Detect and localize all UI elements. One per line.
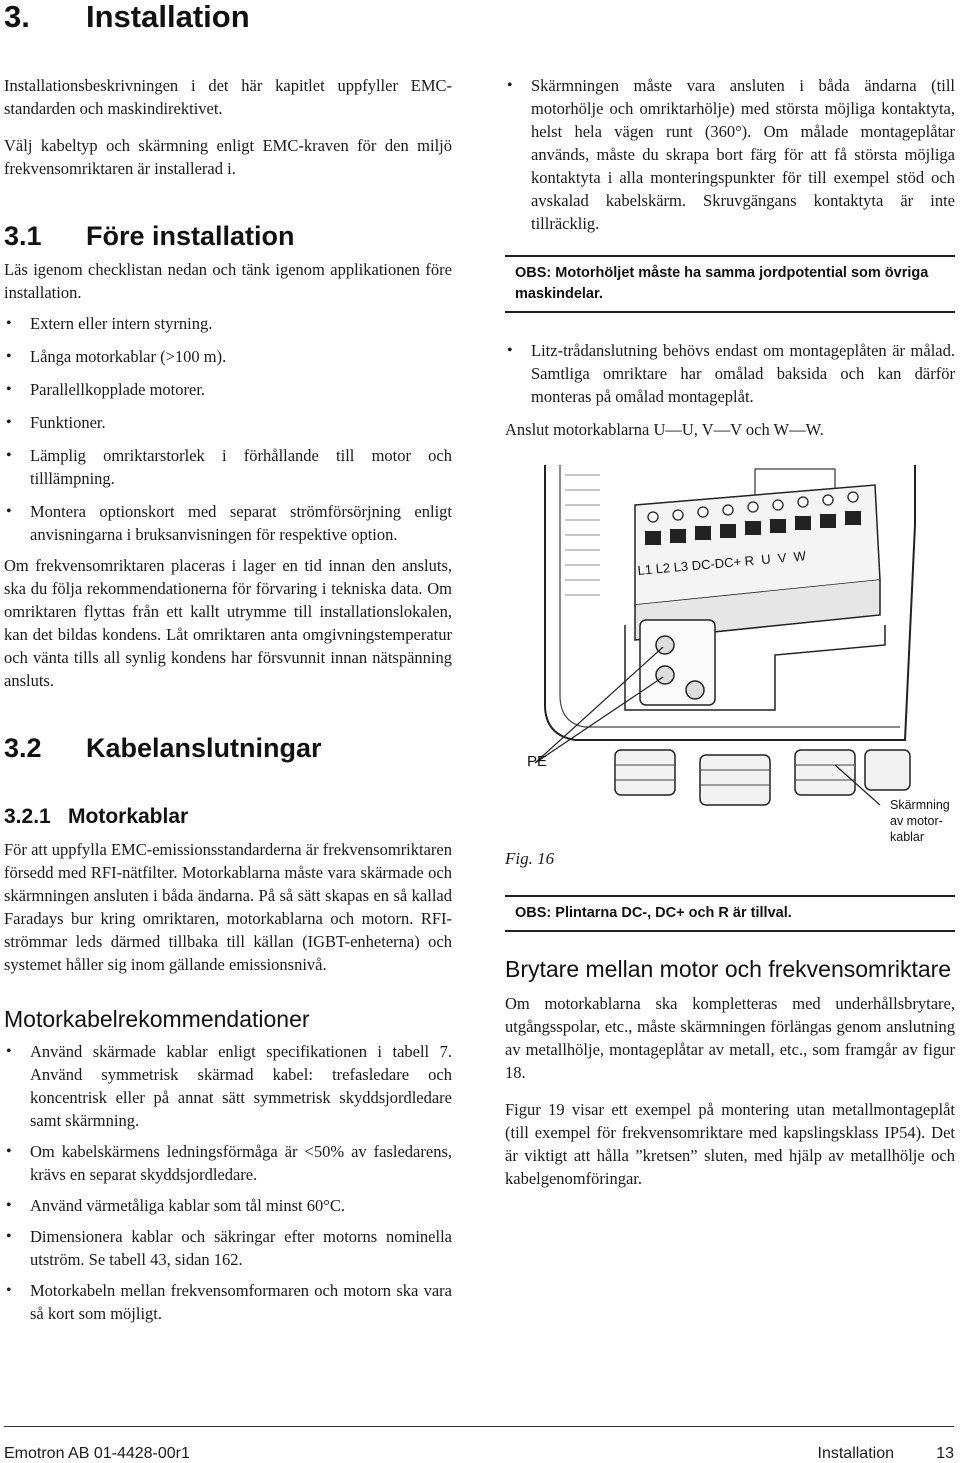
connect-instruction: Anslut motorkablarna U—U, V—V och W—W.	[505, 420, 824, 439]
list-item: • Skärmningen måste vara ansluten i båda ändarna (till motorhölje och omriktarhölje) med största möjliga kontaktyta, helst hela vägen runt (360°). Om målade montageplåtar används, måste du skrapa bort färg för att få största möjliga kontaktyta i alla monteringspunkter för till exempel stöd och avskalad kabelskärm. Skruvgängans kontaktyta är inte tillräcklig.	[505, 74, 955, 235]
obs-note-terminals: OBS: Plintarna DC-, DC+ och R är tillval.	[505, 895, 955, 932]
terminal-diagram	[505, 465, 955, 845]
chapter-title	[4, 0, 250, 34]
section-number: 3.2	[4, 733, 42, 763]
footer-section: Installation	[817, 1445, 894, 1462]
terminal-label: R	[743, 552, 755, 569]
list-item: • Använd värmetåliga kablar som tål minst 60°C.	[4, 1194, 452, 1217]
figure-terminal-block	[505, 465, 955, 845]
storage-paragraph: Om frekvensomriktaren placeras i lager en tid innan den ansluts, ska du följa rekommendationerna för förvaring i tekniska data. Om omriktaren flyttas från ett kallt utrymme till installationslokalen, kan det bildas kondens. Låt omriktaren anta omgivningstemperatur och vänta tills all synlig kondens har försvunnit innan nätspänning ansluts.	[4, 556, 452, 690]
recommendations-heading: Motorkabelrekommendationer	[4, 1006, 310, 1032]
terminal-label: L2	[655, 560, 671, 577]
section-title: Motorkablar	[68, 805, 189, 828]
section-3-1-intro: Läs igenom checklistan nedan och tänk igenom applikationen före installation.	[4, 260, 452, 302]
section-number: 3.1	[4, 221, 42, 251]
list-item: • Litz-trådanslutning behövs endast om montageplåten är målad. Samtliga omriktare har omålad baksida och kan därför monteras på omålad montageplåt.	[505, 339, 955, 408]
pe-label: PE	[527, 753, 548, 770]
section-3-1-heading	[4, 220, 452, 252]
shield-list	[505, 74, 955, 235]
switch-paragraph-2: Figur 19 visar ett exempel på montering utan metallmontageplåt (till exempel för frekvensomriktare med kapslingsklass IP54). Det är viktigt att hålla ”kretsen” sluten, med hjälp av metallhölje och kabelgenomföringar.	[505, 1100, 955, 1188]
list-item: • Dimensionera kablar och säkringar efter motorns nominella utström. Se tabell 43, sidan 162.	[4, 1225, 452, 1271]
terminal-label: L1	[637, 561, 653, 578]
litz-list	[505, 339, 955, 408]
list-item: • Motorkabeln mellan frekvensomformaren och motorn ska vara så kort som möjligt.	[4, 1279, 452, 1325]
section-title: Före installation	[86, 221, 295, 251]
section-number: 3.2.1	[4, 805, 51, 828]
terminal-label: DC-	[691, 556, 716, 574]
shield-label-line: av motor-	[890, 814, 943, 828]
switch-heading: Brytare mellan motor och frekvensomriktare	[505, 956, 952, 982]
terminal-label: DC+	[714, 553, 742, 572]
list-item: • Funktioner.	[4, 411, 452, 434]
page-footer	[4, 1426, 954, 1462]
figure-caption: Fig. 16	[505, 849, 555, 868]
terminal-label: W	[792, 548, 807, 565]
terminal-label: L3	[673, 558, 689, 575]
intro-paragraph-2: Välj kabeltyp och skärmning enligt EMC-kraven för den miljö frekvensomriktaren är installerad i.	[4, 136, 452, 178]
list-item: • Lämplig omriktarstorlek i förhållande till motor och tilllämpning.	[4, 444, 452, 490]
obs-note-ground: OBS: Motorhöljet måste ha samma jordpotential som övriga maskindelar.	[505, 255, 955, 313]
section-3-2-1-heading	[4, 804, 452, 830]
list-item: • Extern eller intern styrning.	[4, 312, 452, 335]
list-item: • Om kabelskärmens ledningsförmåga är <50% av fasledarens, krävs en separat skyddsjordledare.	[4, 1140, 452, 1186]
footer-page-number: 13	[936, 1445, 954, 1462]
switch-paragraph-1: Om motorkablarna ska kompletteras med underhållsbrytare, utgångsspolar, etc., måste skärmningen förlängas genom anslutning av metallhölje, montageplåtar av metall, etc., som framgår av figur 18.	[505, 994, 955, 1082]
chapter-title-text: Installation	[86, 0, 250, 34]
list-item: • Montera optionskort med separat strömförsörjning enligt anvisningarna i bruksanvisningen för respektive option.	[4, 500, 452, 546]
left-column	[4, 74, 452, 1325]
checklist	[4, 312, 452, 546]
terminal-label: U	[760, 551, 772, 568]
recommendations-list	[4, 1040, 452, 1325]
list-item: • Långa motorkablar (>100 m).	[4, 345, 452, 368]
list-item: • Använd skärmade kablar enligt specifikationen i tabell 7. Använd symmetrisk skärmad kabel: trefasledare och koncentrisk eller på annat sätt symmetrisk skyddsjordledare samt skärmning.	[4, 1040, 452, 1132]
footer-document-id: Emotron AB 01-4428-00r1	[4, 1445, 190, 1462]
terminal-label: V	[777, 549, 788, 566]
right-column	[505, 74, 955, 1190]
shield-label-line: kablar	[890, 830, 925, 844]
section-title: Kabelanslutningar	[86, 733, 322, 763]
shield-label-line: Skärmning	[890, 798, 950, 812]
list-item: • Parallellkopplade motorer.	[4, 378, 452, 401]
motor-cables-paragraph: För att uppfylla EMC-emissionsstandarderna är frekvensomriktaren försedd med RFI-nätfilter. Motorkablarna måste vara skärmade och skärmningen ansluten i båda ändarna. På så sätt skapas en så kallad Faradays bur kring omriktaren, motorkablarna och motorn. RFI-strömmar leds därmed tillbaka till källan (IGBT-enheterna) och systemet håller sig inom gällande emissionsnivå.	[4, 840, 452, 974]
shield-label	[890, 797, 950, 845]
section-3-2-heading	[4, 732, 452, 764]
chapter-number: 3.	[4, 0, 30, 34]
intro-paragraph-1: Installationsbeskrivningen i det här kapitlet uppfyller EMC-standarden och maskindirektivet.	[4, 76, 452, 118]
